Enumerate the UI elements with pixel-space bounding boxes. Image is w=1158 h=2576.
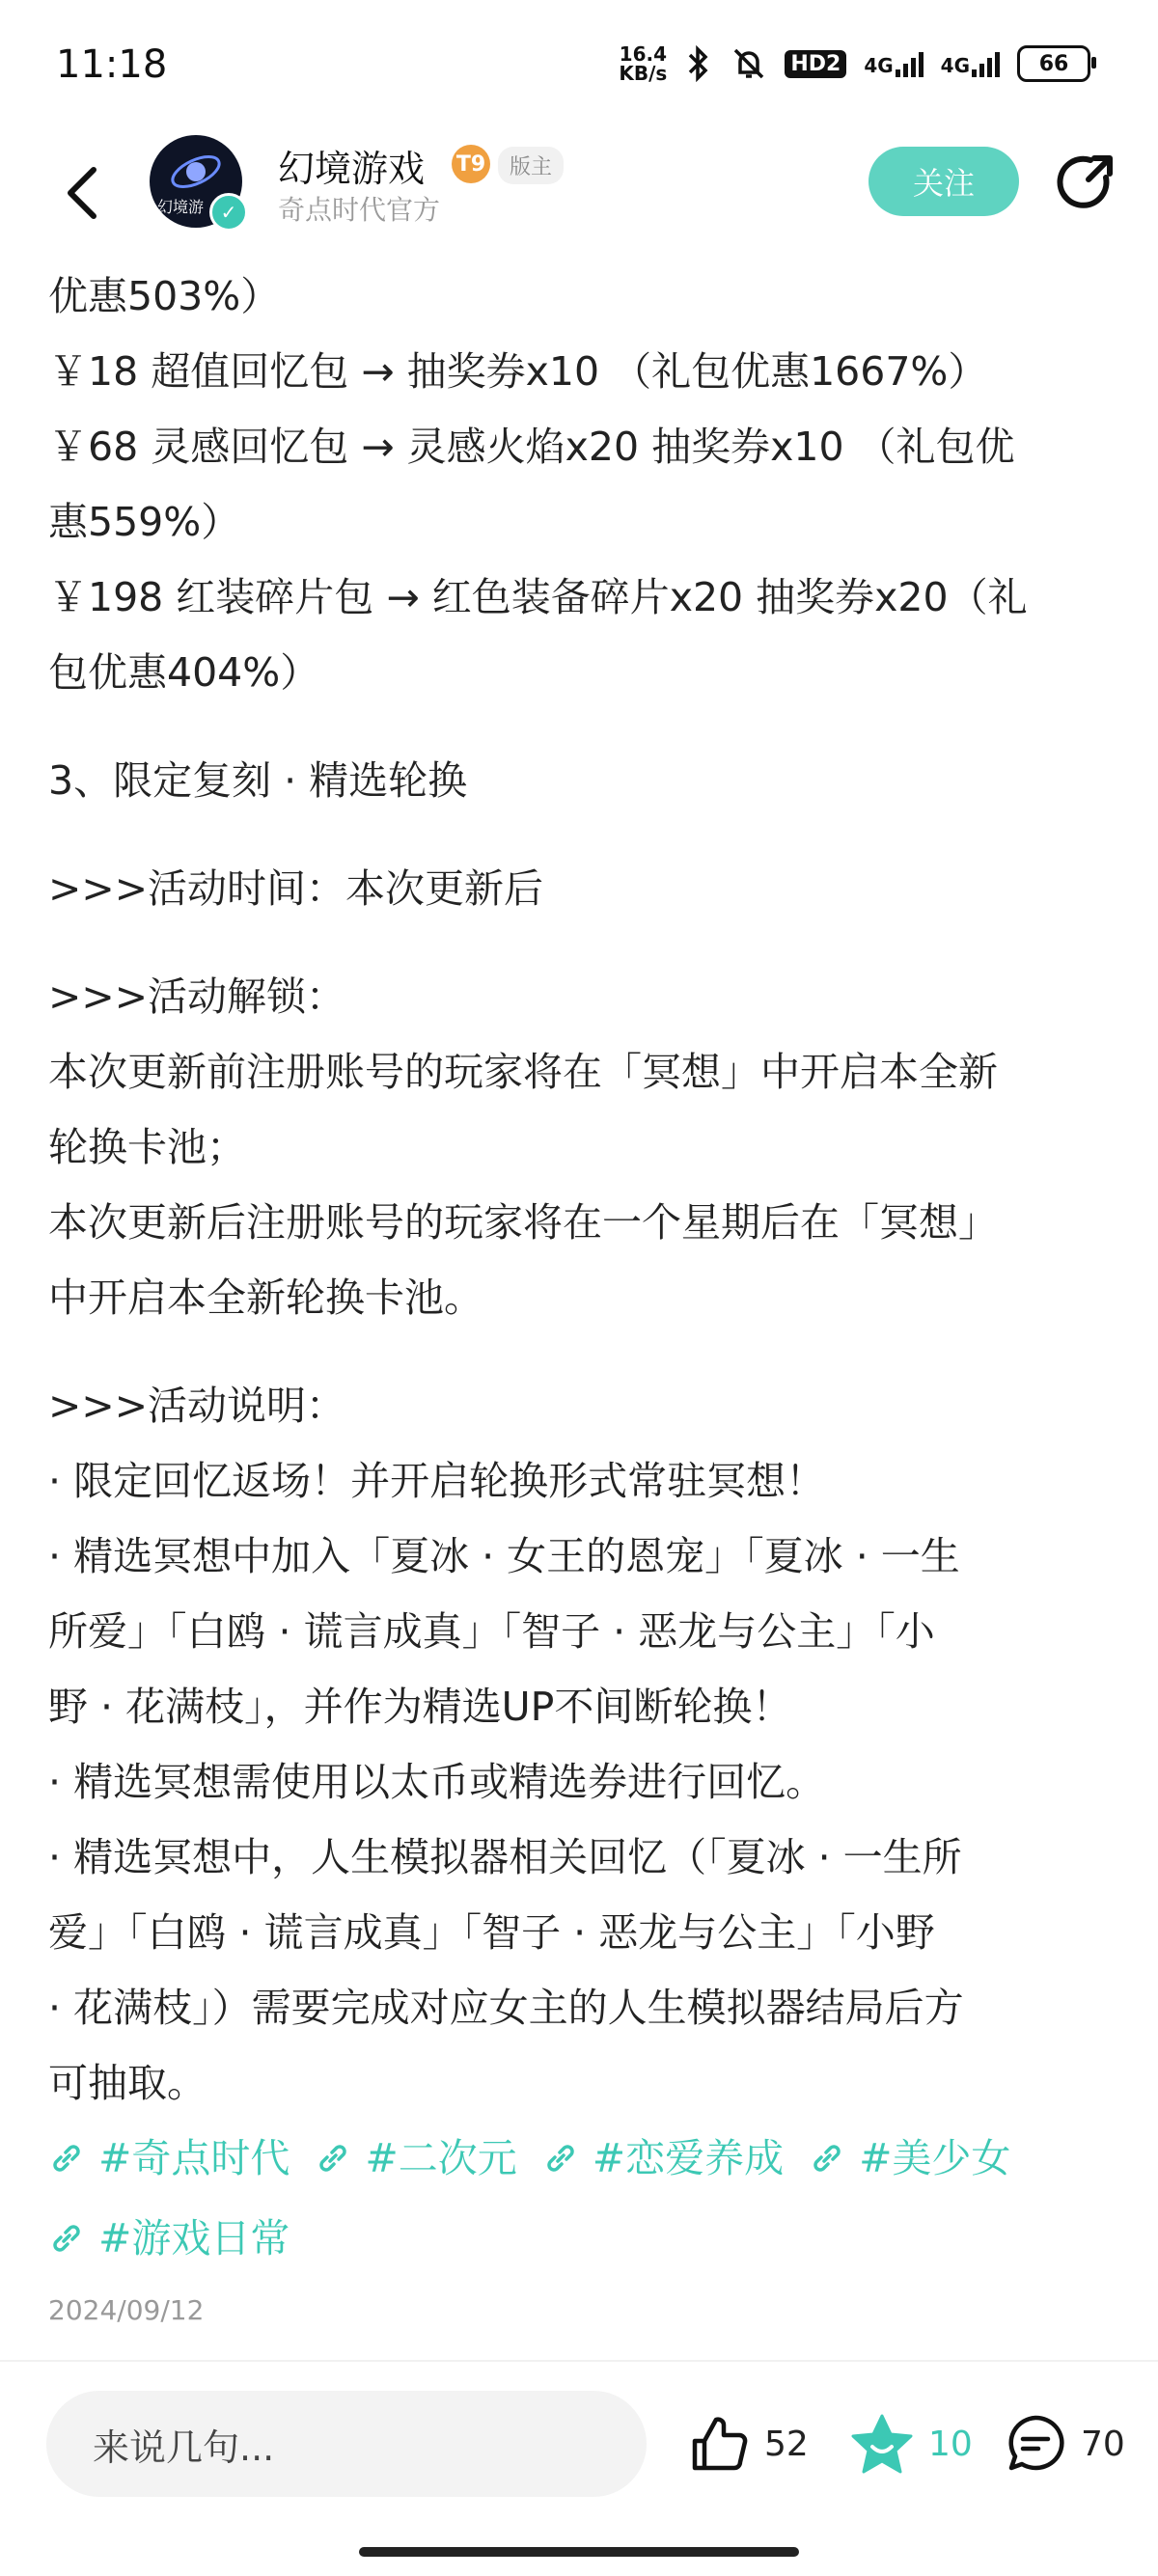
comment-count: 70 [1081, 2424, 1125, 2464]
moderator-badge: 版主 [498, 147, 564, 184]
content-line: 本次更新后注册账号的玩家将在一个星期后在「冥想」 [48, 1199, 998, 1246]
back-button[interactable] [48, 154, 116, 232]
content-line: · 精选冥想中加入「夏冰 · 女王的恩宠」「夏冰 · 一生 [48, 1533, 960, 1579]
link-icon [48, 2140, 85, 2177]
star-icon [849, 2412, 915, 2476]
like-button[interactable] [687, 2412, 809, 2476]
tag-link[interactable]: #恋爱养成 [542, 2121, 784, 2196]
post-header [0, 135, 1158, 251]
avatar-text: 幻境游 [157, 198, 205, 216]
link-icon [809, 2140, 845, 2177]
link-icon [48, 2220, 85, 2257]
tag-link[interactable]: #二次元 [315, 2121, 516, 2196]
author-subtitle: 奇点时代官方 [278, 194, 441, 226]
thumbs-up-icon [687, 2412, 751, 2476]
share-icon [1052, 149, 1119, 216]
description-title: >>>活动说明： [48, 1383, 346, 1429]
comment-input[interactable]: 来说几句... [46, 2391, 647, 2497]
content-line: 爱」「白鸥 · 谎言成真」「智子 · 恶龙与公主」「小野 [48, 1909, 935, 1956]
home-indicator[interactable] [359, 2547, 799, 2557]
post-content [48, 259, 1119, 2281]
author-name[interactable]: 幻境游戏 [278, 148, 426, 190]
share-button[interactable] [1052, 149, 1119, 216]
bluetooth-icon [684, 45, 713, 82]
status-time: 11:18 [56, 42, 168, 87]
favorite-button[interactable] [849, 2412, 973, 2476]
content-line: ￥68 灵感回忆包 → 灵感火焰x20 抽奖券x10 （礼包优 [48, 424, 1015, 470]
signal-bars-icon [896, 50, 924, 77]
content-line: · 花满枝」）需要完成对应女主的人生模拟器结局后方 [48, 1985, 964, 2031]
link-icon [315, 2140, 351, 2177]
follow-button[interactable]: 关注 [868, 147, 1019, 216]
content-line: 惠559%） [48, 499, 241, 545]
content-line: ￥18 超值回忆包 → 抽奖券x10 （礼包优惠1667%） [48, 348, 988, 395]
content-line: 本次更新前注册账号的玩家将在「冥想」中开启本全新 [48, 1049, 998, 1095]
tag-link[interactable]: #美少女 [809, 2121, 1010, 2196]
content-line: 所爱」「白鸥 · 谎言成真」「智子 · 恶龙与公主」「小 [48, 1608, 935, 1655]
battery-indicator: 66 [1017, 45, 1090, 82]
section-title: 3、限定复刻 · 精选轮换 [48, 757, 468, 804]
content-line: 优惠503%） [48, 273, 281, 319]
tag-link[interactable]: #奇点时代 [48, 2121, 290, 2196]
avatar[interactable] [150, 135, 242, 228]
tag-list [48, 2121, 1119, 2281]
content-line: · 限定回忆返场！并开启轮换形式常驻冥想！ [48, 1458, 826, 1504]
status-bar [0, 0, 1158, 135]
mute-bell-icon [731, 45, 767, 82]
content-line: 可抽取。 [48, 2060, 207, 2106]
like-count: 52 [764, 2424, 809, 2464]
content-line: 野 · 花满枝」，并作为精选UP不间断轮换！ [48, 1684, 792, 1730]
content-line: 中开启本全新轮换卡池。 [48, 1274, 483, 1321]
hd-badge: HD2 [785, 50, 846, 78]
content-line: 轮换卡池； [48, 1124, 246, 1170]
unlock-title: >>>活动解锁： [48, 973, 346, 1020]
comment-bubble-icon [1004, 2412, 1067, 2476]
verified-check-icon: ✓ [209, 193, 248, 232]
content-line: · 精选冥想中，人生模拟器相关回忆（「夏冰 · 一生所 [48, 1834, 962, 1880]
favorite-count: 10 [928, 2424, 973, 2464]
event-time: >>>活动时间：本次更新后 [48, 865, 544, 912]
content-line: · 精选冥想需使用以太币或精选券进行回忆。 [48, 1759, 826, 1805]
content-line: 包优惠404%） [48, 649, 320, 696]
comments-button[interactable] [1004, 2412, 1125, 2476]
level-badge: T9 [452, 145, 490, 183]
post-date: 2024/09/12 [48, 2294, 205, 2326]
signal-2: 4G [941, 50, 1000, 77]
chevron-left-icon [63, 164, 101, 222]
divider [0, 2360, 1158, 2362]
signal-bars-icon [972, 50, 1000, 77]
net-speed: 16.4 KB/s [619, 42, 668, 85]
content-line: ￥198 红装碎片包 → 红色装备碎片x20 抽奖券x20（礼 [48, 574, 1028, 620]
status-icons [619, 44, 1090, 83]
signal-1: 4G [864, 50, 923, 77]
tag-link[interactable]: #游戏日常 [48, 2201, 290, 2276]
link-icon [542, 2140, 579, 2177]
